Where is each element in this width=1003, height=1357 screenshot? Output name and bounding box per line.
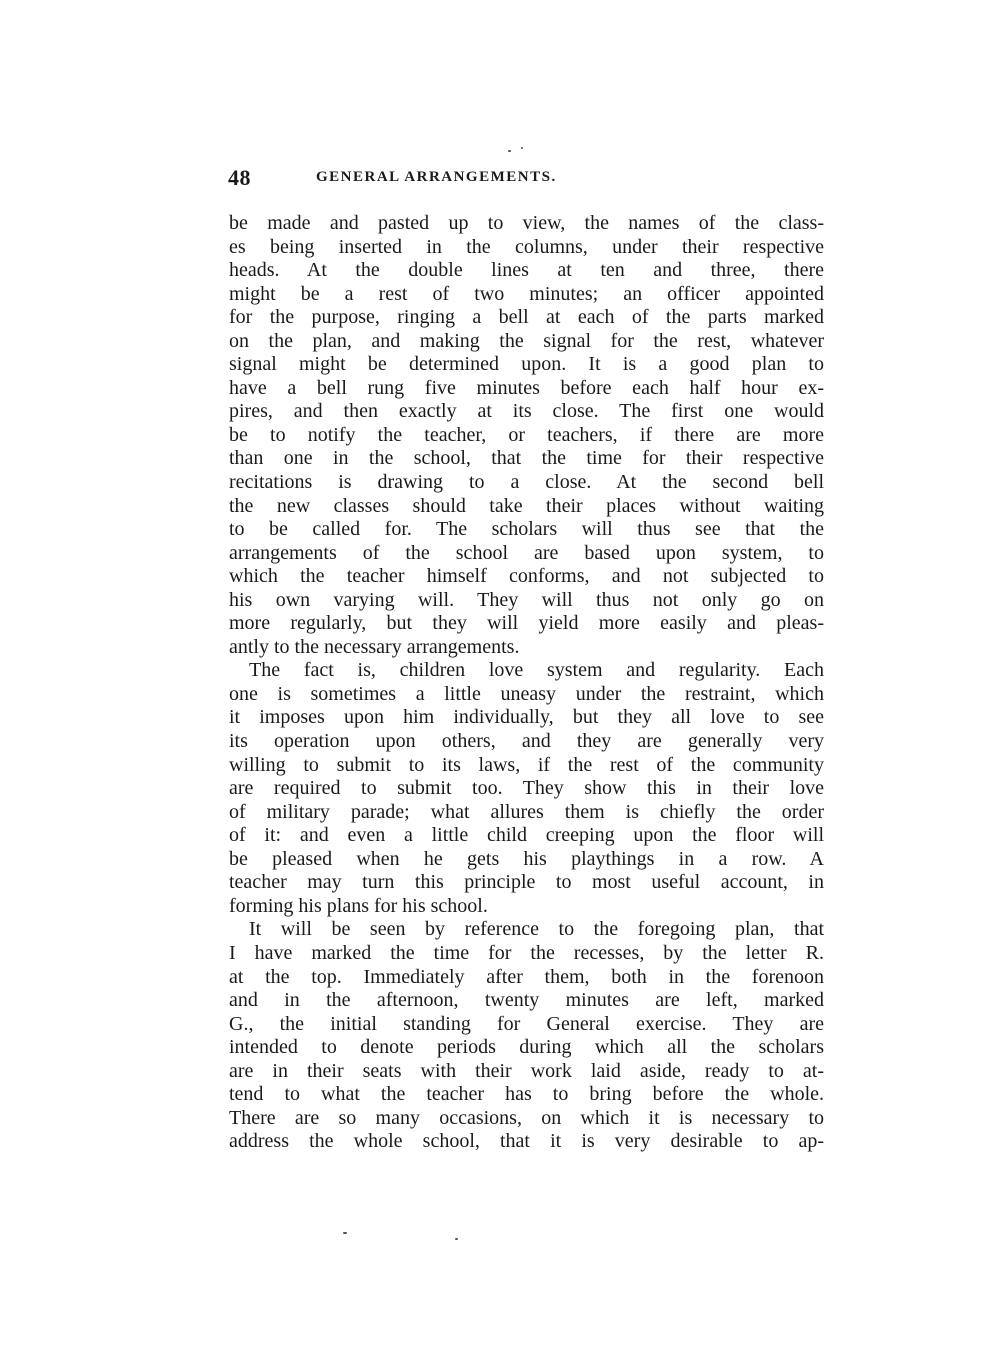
running-title: GENERAL ARRANGEMENTS. <box>316 169 557 185</box>
running-head <box>228 165 828 195</box>
text-line: be made and pasted up to view, the names of the class- <box>229 212 824 234</box>
text-line: at the top. Immediately after them, both in the forenoon <box>229 965 824 988</box>
text-line: willing to submit to its laws, if the rest of the community <box>229 753 824 776</box>
ink-speck <box>508 150 511 152</box>
body-text <box>229 212 824 1154</box>
text-line: which the teacher himself conforms, and not subjected to <box>229 565 824 588</box>
text-line: antly to the necessary arrangements. <box>229 635 520 658</box>
text-line: arrangements of the school are based upon system, to <box>229 541 824 564</box>
text-line: of it: and even a little child creeping upon the floor will <box>229 824 824 847</box>
text-line: the new classes should take their places without waiting <box>229 494 824 517</box>
text-line: his own varying will. They will thus not only go on <box>229 588 824 611</box>
text-line: are required to submit too. They show this in their love <box>229 777 824 800</box>
paragraph-1 <box>229 212 824 659</box>
text-line: more regularly, but they will yield more easily and pleas- <box>229 612 824 635</box>
text-line: than one in the school, that the time for their respective <box>229 447 824 470</box>
text-line: it imposes upon him individually, but they all love to see <box>229 706 824 729</box>
text-line: to be called for. The scholars will thus see that the <box>229 518 824 541</box>
text-line: might be a rest of two minutes; an officer appointed <box>229 282 824 305</box>
text-line: The fact is, children love system and regularity. Each <box>249 659 824 682</box>
text-line: be pleased when he gets his playthings in a row. A <box>229 847 824 870</box>
text-line: have a bell rung five minutes before each half hour ex- <box>229 376 824 399</box>
ink-speck <box>521 147 523 149</box>
text-line: one is sometimes a little uneasy under the restraint, which <box>229 682 824 705</box>
text-line: I have marked the time for the recesses, by the letter R. <box>229 941 824 964</box>
paragraph-3 <box>229 918 824 1153</box>
text-line: recitations is drawing to a close. At the second bell <box>229 471 824 494</box>
text-line: teacher may turn this principle to most useful account, in <box>229 871 824 894</box>
text-line: address the whole school, that it is very desirable to ap- <box>229 1130 824 1153</box>
text-line: tend to what the teacher has to bring before the whole. <box>229 1083 824 1106</box>
text-line: There are so many occasions, on which it is necessary to <box>229 1106 824 1129</box>
text-line: of military parade; what allures them is chiefly the order <box>229 800 824 823</box>
text-line: and in the afternoon, twenty minutes are left, marked <box>229 989 824 1012</box>
ink-speck <box>455 1238 458 1240</box>
text-line: its operation upon others, and they are generally very <box>229 730 824 753</box>
text-line: G., the initial standing for General exercise. They are <box>229 1012 824 1035</box>
page-number: 48 <box>228 165 251 190</box>
text-line: on the plan, and making the signal for the rest, whatever <box>229 329 824 352</box>
text-line: be to notify the teacher, or teachers, if there are more <box>229 423 824 446</box>
paragraph-2 <box>229 659 824 918</box>
text-line: es being inserted in the columns, under their respective <box>229 235 824 258</box>
text-line: heads. At the double lines at ten and three, there <box>229 259 824 282</box>
text-line: for the purpose, ringing a bell at each of the parts marked <box>229 306 824 329</box>
text-line: forming his plans for his school. <box>229 894 488 917</box>
text-line: It will be seen by reference to the foregoing plan, that <box>249 918 824 941</box>
text-line: signal might be determined upon. It is a good plan to <box>229 353 824 376</box>
ink-speck <box>343 1232 347 1234</box>
text-line: intended to denote periods during which all the scholars <box>229 1036 824 1059</box>
text-line: are in their seats with their work laid aside, ready to at- <box>229 1059 824 1082</box>
text-line: pires, and then exactly at its close. The first one would <box>229 400 824 423</box>
